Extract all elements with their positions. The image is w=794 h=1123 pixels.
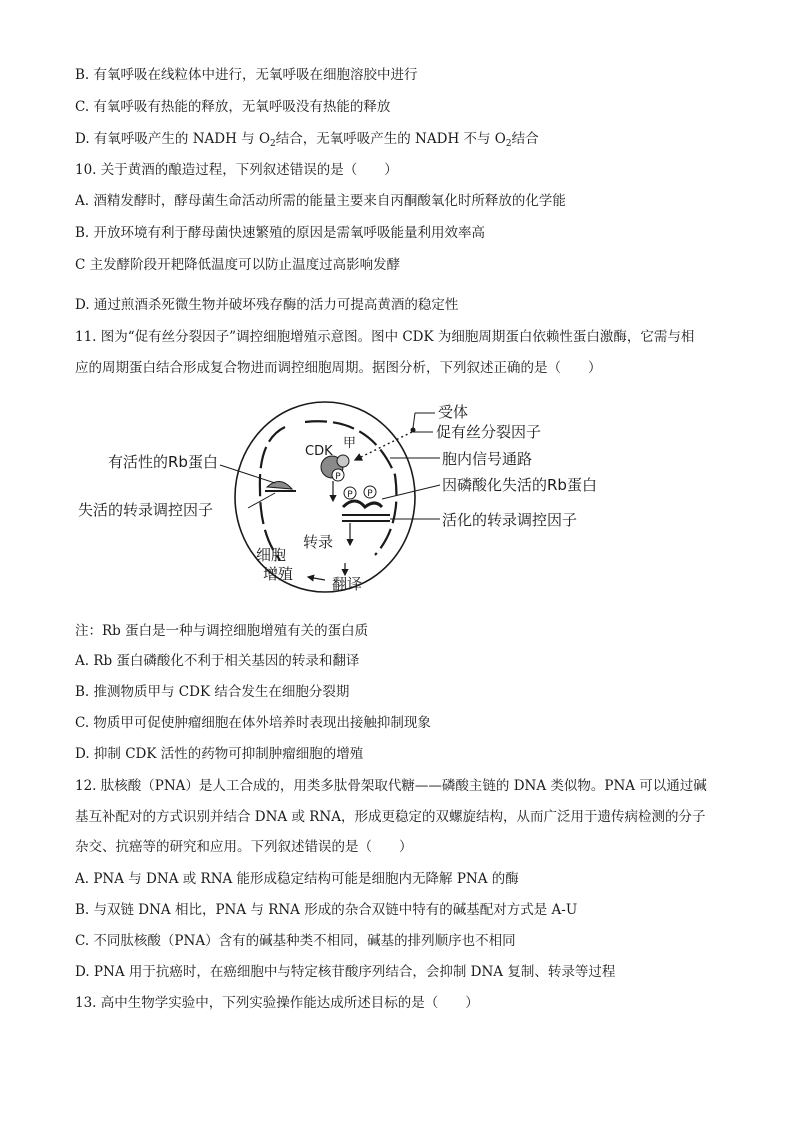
label-inactive-factor: 失活的转录调控因子: [78, 501, 214, 519]
label-translation: 翻译: [332, 575, 363, 593]
q10-option-c: C 主发酵阶段开耙降低温度可以防止温度过高影响发酵: [75, 257, 401, 273]
subscript-2: 2: [505, 139, 512, 149]
q12-stem-3: 杂交、抗癌等的研究和应用。下列叙述错误的是（ ）: [75, 839, 413, 855]
q9-option-b: B. 有氧呼吸在线粒体中进行，无氧呼吸在细胞溶胶中进行: [75, 67, 418, 83]
cdk-label: CDK: [305, 444, 333, 459]
q12-option-d: D. PNA 用于抗癌时，在癌细胞中与特定核苷酸序列结合，会抑制 DNA 复制、转录等过程: [75, 964, 616, 980]
label-active-factor: 活化的转录调控因子: [442, 511, 578, 529]
q11-option-a: A. Rb 蛋白磷酸化不利于相关基因的转录和翻译: [75, 653, 360, 669]
q11-stem-2: 应的周期蛋白结合形成复合物进而调控细胞周期。据图分析，下列叙述正确的是（ ）: [75, 360, 602, 376]
q9-option-d: [75, 130, 539, 153]
phosphate-label-2: P: [347, 490, 353, 500]
label-mitogen: 促有丝分裂因子: [436, 423, 542, 441]
q13-stem: 13. 高中生物学实验中，下列实验操作能达成所述目标的是（ ）: [75, 995, 479, 1011]
q10-option-a: A. 酒精发酵时，酵母菌生命活动所需的能量主要来自丙酮酸氧化时所释放的化学能: [75, 193, 566, 209]
label-receptor: 受体: [438, 403, 469, 421]
q9-d-text-1: D. 有氧呼吸产生的 NADH 与 O: [75, 131, 271, 147]
q11-stem-1: 11. 图为“促有丝分裂因子”调控细胞增殖示意图。图中 CDK 为细胞周期蛋白依赖性蛋白激酶，它需与相: [75, 329, 695, 345]
q9-d-text-2: 结合，无氧呼吸产生的 NADH 不与 O: [275, 131, 506, 147]
phosphate-label-1: P: [335, 472, 341, 482]
jia-protein: [337, 455, 349, 467]
label-phospho-rb: 因磷酸化失活的Rb蛋白: [442, 476, 597, 494]
q12-option-a: A. PNA 与 DNA 或 RNA 能形成稳定结构可能是细胞内无降解 PNA 的酶: [75, 871, 519, 887]
label-cell: 细胞: [256, 546, 287, 564]
q11-option-d: D. 抑制 CDK 活性的药物可抑制肿瘤细胞的增殖: [75, 746, 364, 762]
q9-option-c: C. 有氧呼吸有热能的释放，无氧呼吸没有热能的释放: [75, 99, 391, 115]
cell-proliferation-diagram: [70, 395, 630, 600]
leader-receptor-2: [413, 413, 415, 428]
q9-d-text-3: 结合: [511, 131, 539, 147]
subscript-2: 2: [270, 139, 276, 149]
active-rb-shape: [267, 481, 292, 489]
inactive-rb-shape: [343, 501, 382, 507]
q12-option-b: B. 与双链 DNA 相比，PNA 与 RNA 形成的杂合双链中特有的碱基配对方式是 A-U: [75, 902, 578, 918]
nuclear-envelope-left: [260, 427, 285, 560]
q11-note: 注：Rb 蛋白是一种与调控细胞增殖有关的蛋白质: [75, 623, 369, 639]
signal-arrow: [355, 432, 412, 460]
q12-stem-1: 12. 肽核酸（PNA）是人工合成的，用类多肽骨架取代糖——磷酸主链的 DNA 类似物。PNA 可以通过碱: [75, 778, 707, 794]
label-active-rb: 有活性的Rb蛋白: [108, 453, 218, 471]
label-transcription: 转录: [303, 533, 334, 551]
q11-option-b: B. 推测物质甲与 CDK 结合发生在细胞分裂期: [75, 684, 350, 700]
leader-phospho-rb: [382, 485, 440, 499]
q10-option-d: D. 通过煎酒杀死微生物并破坏残存酶的活力可提高黄酒的稳定性: [75, 297, 459, 313]
arrow-proliferation: [308, 577, 325, 580]
leader-active-rb: [220, 465, 275, 483]
q12-option-c: C. 不同肽核酸（PNA）含有的碱基种类不相同，碱基的排列顺序也不相同: [75, 933, 516, 949]
q10-option-b: B. 开放环境有利于酵母菌快速繁殖的原因是需氧呼吸能量利用效率高: [75, 225, 486, 241]
jia-label: 甲: [343, 436, 357, 451]
q12-stem-2: 基互补配对的方式识别并结合 DNA 或 RNA，形成更稳定的双螺旋结构，从而广泛用于遗传病检测的分子: [75, 809, 706, 825]
q11-option-c: C. 物质甲可促使肿瘤细胞在体外培养时表现出接触抑制现象: [75, 715, 431, 731]
q10-stem: 10. 关于黄酒的酿造过程，下列叙述错误的是（ ）: [75, 162, 398, 178]
label-signal-path: 胞内信号通路: [442, 450, 533, 468]
label-proliferation: 增殖: [263, 565, 294, 583]
phosphate-label-3: P: [367, 489, 373, 499]
